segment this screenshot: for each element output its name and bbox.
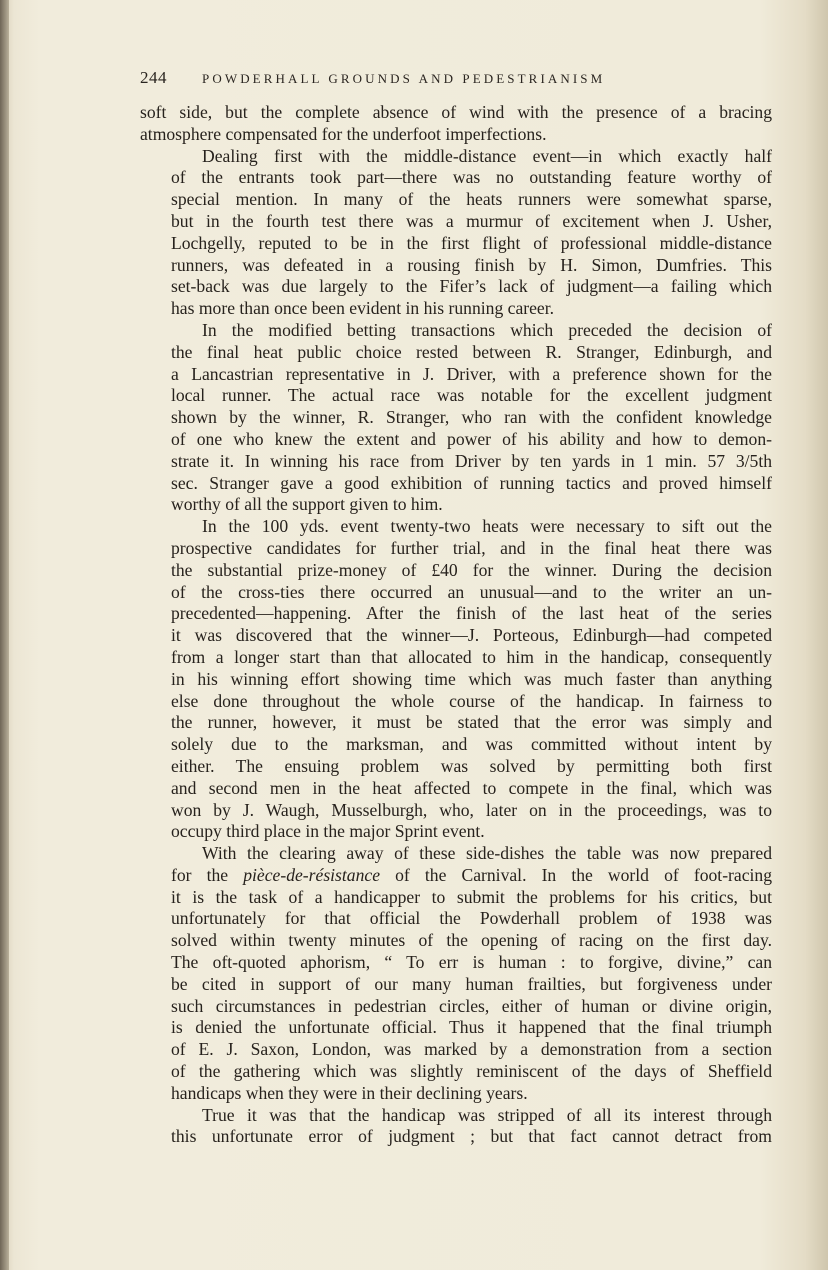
- text-line: Lochgelly, reputed to be in the first flight of professional middle-distance: [171, 232, 772, 253]
- text-line: the substantial prize-money of £40 for the winner. During the decision: [171, 559, 772, 580]
- text-line: of the entrants took part—there was no outstanding feature worthy of: [171, 167, 772, 188]
- text-line: atmosphere compensated for the underfoot imperfections.: [140, 123, 547, 144]
- text-line: from a longer start than that allocated to him in the handicap, consequently: [171, 646, 772, 667]
- text-line: soft side, but the complete absence of wind with the presence of a bracing: [140, 102, 772, 122]
- text-line: local runner. The actual race was notable for the excellent judgment: [171, 385, 772, 406]
- text-line: this unfortunate error of judgment ; but that fact cannot detract from: [171, 1126, 772, 1147]
- text-line: the final heat public choice rested between R. Stranger, Edinburgh, and: [171, 341, 772, 362]
- paragraph: [140, 516, 772, 843]
- text-line: a Lancastrian representative in J. Driver, with a preference shown for the: [171, 363, 772, 384]
- text-line: In the 100 yds. event twenty-two heats were necessary to sift out the: [202, 516, 772, 537]
- text-line: unfortunately for that official the Powderhall problem of 1938 was: [171, 908, 772, 929]
- text-line: of E. J. Saxon, London, was marked by a demonstration from a section: [171, 1039, 772, 1060]
- text-line: runners, was defeated in a rousing finish by H. Simon, Dumfries. This: [171, 254, 772, 275]
- text-line: set-back was due largely to the Fifer’s lack of judgment—a failing which: [171, 276, 772, 297]
- text-line: of one who knew the extent and power of his ability and how to demon-: [171, 428, 772, 449]
- text-line: True it was that the handicap was stripped of all its interest through: [202, 1104, 772, 1125]
- text-line: solved within twenty minutes of the opening of racing on the first day.: [171, 930, 772, 951]
- italic-phrase: pièce-de-résistance: [243, 864, 381, 885]
- text-line: either. The ensuing problem was solved by permitting both first: [171, 755, 772, 776]
- text-line: won by J. Waugh, Musselburgh, who, later on in the proceedings, was to: [171, 799, 772, 820]
- text-line: handicaps when they were in their declining years.: [171, 1082, 528, 1103]
- paragraph: [140, 102, 772, 146]
- text-line: prospective candidates for further trial, and in the final heat there was: [171, 537, 772, 558]
- text-line: it is the task of a handicapper to submit the problems for his critics, but: [171, 886, 772, 907]
- paragraph: [140, 320, 772, 516]
- text-line: in his winning effort showing time which was much faster than anything: [171, 668, 772, 689]
- text-line: is denied the unfortunate official. Thus it happened that the final triumph: [171, 1017, 772, 1038]
- page-number: 244: [140, 68, 167, 87]
- text-line: of the gathering which was slightly reminiscent of the days of Sheffield: [171, 1061, 772, 1082]
- text-line: shown by the winner, R. Stranger, who ran with the confident knowledge: [171, 407, 772, 428]
- text-line: precedented—happening. After the finish of the last heat of the series: [171, 603, 772, 624]
- text-line: has more than once been evident in his running career.: [171, 298, 555, 319]
- text-line: worthy of all the support given to him.: [171, 494, 443, 515]
- text-line: be cited in support of our many human frailties, but forgiveness under: [171, 973, 772, 994]
- body-text: [140, 102, 772, 1148]
- text-line: The oft-quoted aphorism, “ To err is human : to forgive, divine,” can: [171, 952, 772, 973]
- text-line: else done throughout the whole course of the handicap. In fairness to: [171, 690, 772, 711]
- text-line: special mention. In many of the heats runners were somewhat sparse,: [171, 189, 772, 210]
- text-line: occupy third place in the major Sprint event.: [171, 821, 485, 842]
- text-line: but in the fourth test there was a murmur of excitement when J. Usher,: [171, 210, 772, 231]
- paragraph: [140, 146, 772, 320]
- text-line: With the clearing away of these side-dishes the table was now prepared: [202, 843, 772, 864]
- text-line: it was discovered that the winner—J. Porteous, Edinburgh—had competed: [171, 625, 772, 646]
- text-line: the runner, however, it must be stated that the error was simply and: [171, 712, 772, 733]
- text-line: In the modified betting transactions which preceded the decision of: [202, 319, 772, 340]
- text-line: Dealing first with the middle-distance event—in which exactly half: [202, 145, 772, 166]
- paragraph: [140, 1105, 772, 1149]
- text-line: solely due to the marksman, and was committed without intent by: [171, 734, 772, 755]
- text-line: of the cross-ties there occurred an unusual—and to the writer an un-: [171, 581, 772, 602]
- page-header: [140, 68, 772, 88]
- text-line: such circumstances in pedestrian circles, either of human or divine origin,: [171, 995, 772, 1016]
- text-line: for the pièce-de-résistance of the Carnival. In the world of foot-racing: [171, 864, 773, 885]
- text-line: sec. Stranger gave a good exhibition of running tactics and proved himself: [171, 472, 772, 493]
- running-title: POWDERHALL GROUNDS AND PEDESTRIANISM: [202, 71, 606, 86]
- text-line: strate it. In winning his race from Driver by ten yards in 1 min. 57 3/5th: [171, 450, 772, 471]
- text-line: and second men in the heat affected to compete in the final, which was: [171, 777, 772, 798]
- paragraph: [140, 843, 772, 1105]
- book-gutter-shadow: [0, 0, 9, 1270]
